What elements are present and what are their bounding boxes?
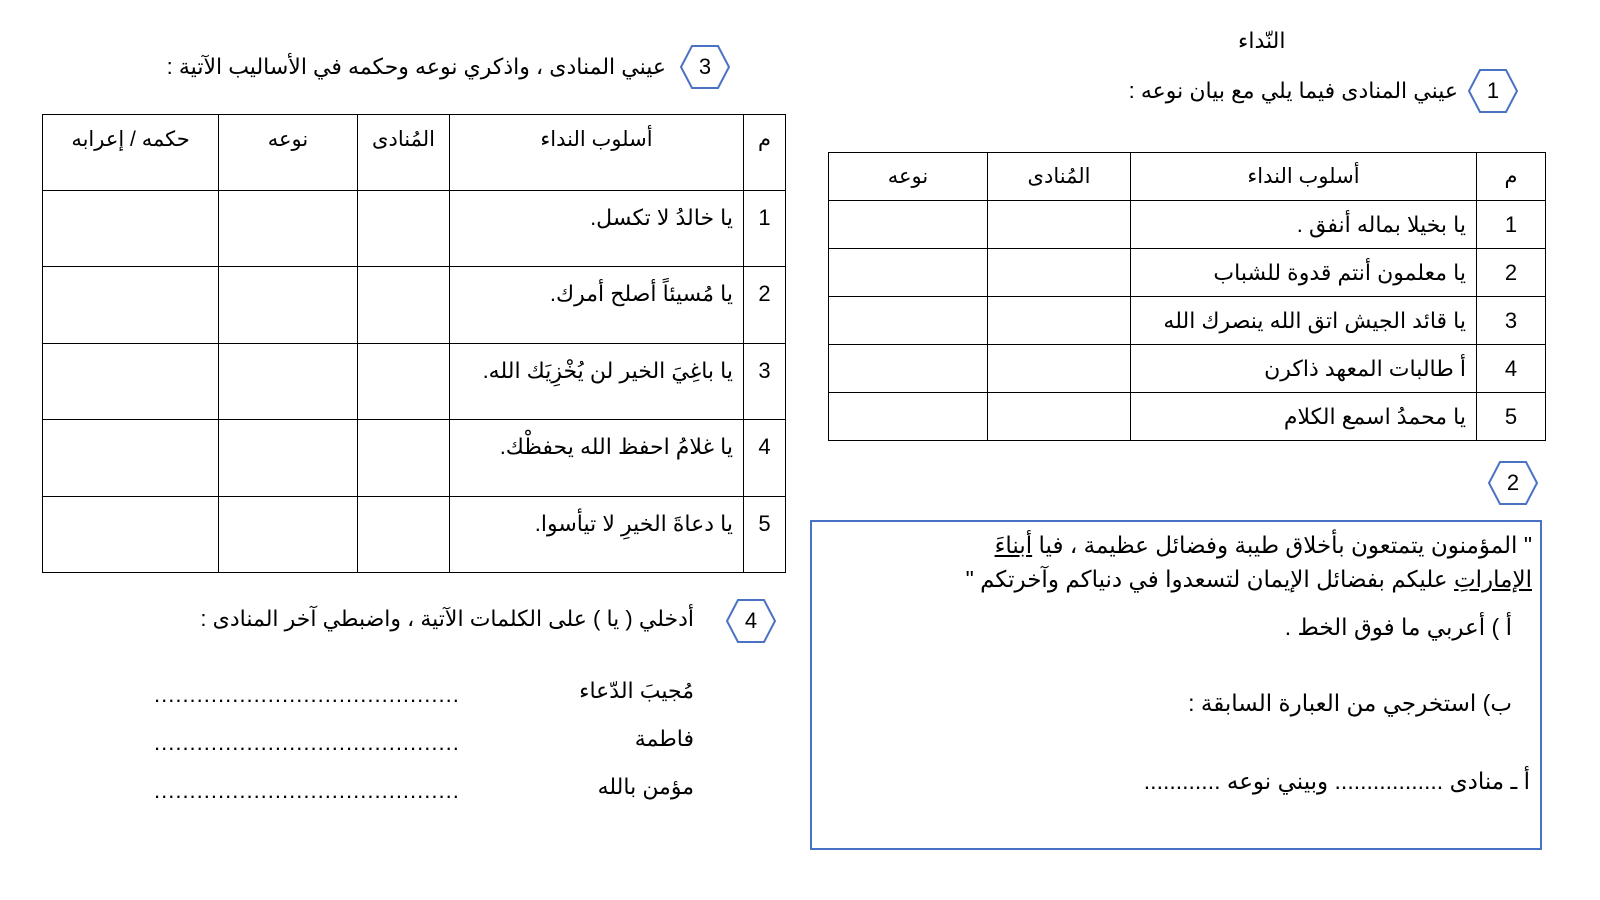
- row-number: 5: [744, 497, 786, 573]
- question-number: 3: [698, 54, 712, 79]
- answer-cell[interactable]: [358, 267, 450, 344]
- table-row: [829, 393, 1546, 441]
- answer-cell[interactable]: [358, 191, 450, 267]
- col-header-munada: المُنادى: [358, 115, 450, 191]
- col-header-number: م: [1477, 153, 1546, 201]
- table-row: [43, 267, 786, 344]
- answer-cell[interactable]: [43, 497, 219, 573]
- table-row: [43, 191, 786, 267]
- passage-text: عليكم بفضائل الإيمان لتسعدوا في دنياكم وآخرتكم ": [965, 566, 1455, 592]
- answer-cell[interactable]: [829, 393, 988, 441]
- word-item: مُجيبَ الدّعاء: [579, 678, 694, 703]
- col-header-type: نوعه: [829, 153, 988, 201]
- col-header-style: أسلوب النداء: [1131, 153, 1477, 201]
- answer-dots[interactable]: ...........................................: [154, 682, 460, 707]
- row-example: يا مُسيئاً أصلح أمرك.: [450, 267, 744, 344]
- question-number-badge: [1468, 68, 1518, 114]
- table-row: [829, 249, 1546, 297]
- answer-cell[interactable]: [43, 344, 219, 420]
- word-item: فاطمة: [634, 726, 694, 751]
- row-example: يا دعاةَ الخيرِ لا تيأسوا.: [450, 497, 744, 573]
- answer-cell[interactable]: [43, 267, 219, 344]
- row-number: 1: [744, 191, 786, 267]
- q4-instruction: أدخلي ( يا ) على الكلمات الآتية ، واضبطي آخر المنادى :: [200, 606, 694, 631]
- part-b-item[interactable]: أ ـ منادى ................. وبيني نوعه ............: [1143, 768, 1530, 794]
- row-number: 2: [744, 267, 786, 344]
- passage-text: " المؤمنون يتمتعون بأخلاق طيبة وفضائل عظيمة ، فيا: [1032, 532, 1532, 558]
- col-header-ruling: حكمه / إعرابه: [43, 115, 219, 191]
- row-example: يا باغِيَ الخير لن يُخْزِيَك الله.: [450, 344, 744, 420]
- answer-cell[interactable]: [988, 345, 1131, 393]
- answer-cell[interactable]: [988, 249, 1131, 297]
- answer-cell[interactable]: [219, 191, 358, 267]
- col-header-munada: المُنادى: [988, 153, 1131, 201]
- question-number: 4: [744, 608, 758, 633]
- answer-cell[interactable]: [219, 420, 358, 497]
- answer-cell[interactable]: [358, 344, 450, 420]
- q1-table: [828, 152, 1546, 441]
- question-number-badge: [1488, 460, 1538, 506]
- row-number: 5: [1477, 393, 1546, 441]
- table-row: [829, 345, 1546, 393]
- question-number-badge: [680, 44, 730, 90]
- answer-cell[interactable]: [829, 201, 988, 249]
- question-number-badge: [726, 598, 776, 644]
- table-row: [829, 297, 1546, 345]
- row-example: يا قائد الجيش اتق الله ينصرك الله: [1131, 297, 1477, 345]
- answer-cell[interactable]: [219, 267, 358, 344]
- row-example: يا معلمون أنتم قدوة للشباب: [1131, 249, 1477, 297]
- question-number: 2: [1506, 470, 1520, 495]
- answer-dots[interactable]: ...........................................: [154, 730, 460, 755]
- answer-cell[interactable]: [358, 420, 450, 497]
- passage-line-2: [966, 566, 1532, 593]
- row-example: يا خالدُ لا تكسل.: [450, 191, 744, 267]
- row-number: 1: [1477, 201, 1546, 249]
- answer-cell[interactable]: [829, 297, 988, 345]
- answer-cell[interactable]: [988, 297, 1131, 345]
- row-example: يا بخيلا بماله أنفق .: [1131, 201, 1477, 249]
- col-header-style: أسلوب النداء: [450, 115, 744, 191]
- underlined-word: أبناءَ: [994, 532, 1033, 558]
- question-number: 1: [1486, 78, 1500, 103]
- q3-table: [42, 114, 786, 573]
- q1-instruction: عيني المنادى فيما يلي مع بيان نوعه :: [1128, 78, 1458, 103]
- row-number: 3: [744, 344, 786, 420]
- q3-instruction: عيني المنادى ، واذكري نوعه وحكمه في الأساليب الآتية :: [166, 54, 666, 79]
- answer-cell[interactable]: [358, 497, 450, 573]
- row-example: أ طالبات المعهد ذاكرن: [1131, 345, 1477, 393]
- table-row: [43, 420, 786, 497]
- answer-cell[interactable]: [829, 345, 988, 393]
- table-row: [43, 344, 786, 420]
- row-example: يا غلامُ احفظ الله يحفظْك.: [450, 420, 744, 497]
- part-b: ب) استخرجي من العبارة السابقة :: [1188, 690, 1512, 716]
- part-a: أ ) أعربي ما فوق الخط .: [1284, 614, 1512, 640]
- row-number: 4: [1477, 345, 1546, 393]
- col-header-number: م: [744, 115, 786, 191]
- answer-cell[interactable]: [988, 201, 1131, 249]
- row-number: 3: [1477, 297, 1546, 345]
- page-title: النّداء: [1238, 28, 1286, 53]
- answer-cell[interactable]: [219, 497, 358, 573]
- row-number: 4: [744, 420, 786, 497]
- answer-cell[interactable]: [829, 249, 988, 297]
- answer-dots[interactable]: ...........................................: [154, 778, 460, 803]
- row-example: يا محمدُ اسمع الكلام: [1131, 393, 1477, 441]
- answer-cell[interactable]: [43, 420, 219, 497]
- underlined-word: الإماراتِ: [1454, 566, 1532, 592]
- col-header-type: نوعه: [219, 115, 358, 191]
- answer-cell[interactable]: [43, 191, 219, 267]
- word-item: مؤمن بالله: [597, 774, 694, 799]
- answer-cell[interactable]: [988, 393, 1131, 441]
- answer-cell[interactable]: [219, 344, 358, 420]
- table-row: [829, 201, 1546, 249]
- table-row: [43, 497, 786, 573]
- row-number: 2: [1477, 249, 1546, 297]
- passage-line-1: [995, 532, 1532, 559]
